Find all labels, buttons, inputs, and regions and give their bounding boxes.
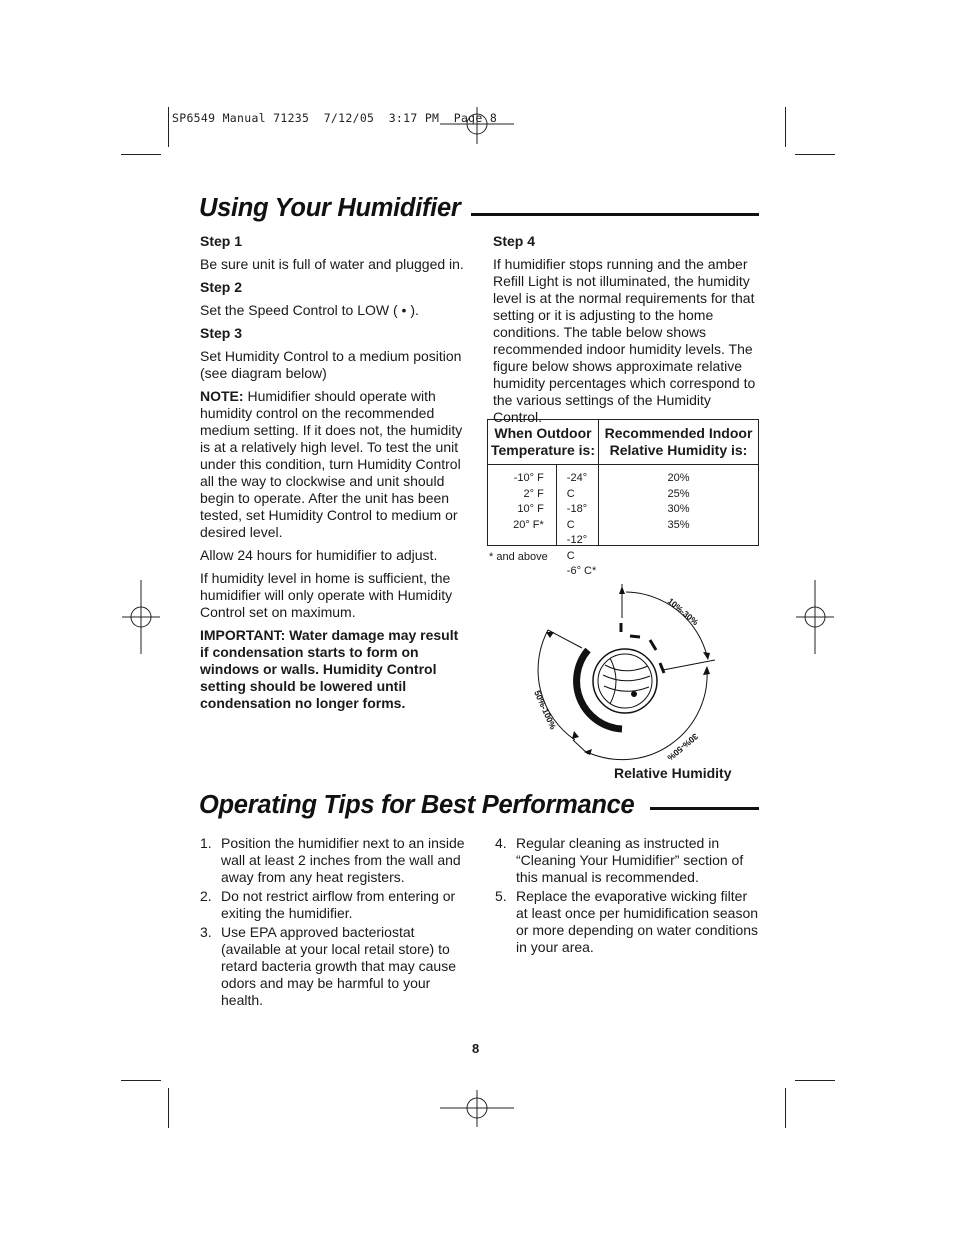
humidity-dial-diagram bbox=[510, 578, 760, 768]
tip-number: 5. bbox=[495, 888, 507, 904]
celsius-column bbox=[557, 465, 598, 577]
temp-c: -24° C bbox=[566, 472, 588, 500]
tip-text: Use EPA approved bacteriostat (available at your local retail store) to retard bacteria growth that may cause odors and may be harmful to your health. bbox=[221, 924, 457, 1008]
temp-f: 10° F bbox=[517, 503, 544, 515]
temp-c: -6° C* bbox=[566, 565, 597, 577]
tips-left-column bbox=[200, 835, 468, 1011]
right-column bbox=[493, 233, 759, 432]
tip-number: 4. bbox=[495, 835, 507, 851]
step2-text: Set the Speed Control to LOW ( • ). bbox=[200, 302, 419, 318]
humidity-value: 25% bbox=[667, 487, 690, 500]
sufficient-text: If humidity level in home is sufficient, the humidifier will only operate with Humidity Control set on maximum. bbox=[200, 570, 453, 620]
temp-f: 2° F bbox=[523, 487, 544, 500]
range-label-high: 50%-100% bbox=[532, 688, 559, 731]
step3-label: Step 3 bbox=[200, 325, 243, 341]
print-header: SP6549 Manual 71235 7/12/05 3:17 PM Page 8 bbox=[172, 111, 498, 125]
tip-text: Do not restrict airflow from entering or exiting the humidifier. bbox=[221, 888, 456, 921]
note-text: Humidifier should operate with humidity control on the recommended medium setting. If it does not, the humidity is at a relatively high level. To test the unit under this condition, turn Humidity Control all the way to clockwise and unit should begin to operate. After the unit has been tested, set Humidity Control to medium or desired level. bbox=[200, 388, 463, 540]
tip-number: 1. bbox=[200, 835, 212, 851]
dial-knob bbox=[593, 649, 657, 713]
range-label-low: 10%-30% bbox=[665, 595, 701, 628]
tip-item bbox=[495, 888, 759, 956]
step1-text: Be sure unit is full of water and plugged in. bbox=[200, 256, 464, 272]
title-rule bbox=[471, 213, 759, 216]
tip-text: Position the humidifier next to an inside wall at least 2 inches from the wall and away from any heat registers. bbox=[221, 835, 465, 885]
section-title-tips: Operating Tips for Best Performance bbox=[199, 791, 635, 819]
temp-c: -12° C bbox=[566, 534, 588, 562]
tip-item bbox=[200, 835, 468, 886]
tips-right-column bbox=[495, 835, 759, 958]
tip-number: 2. bbox=[200, 888, 212, 904]
tip-text: Regular cleaning as instructed in “Cleaning Your Humidifier” section of this manual is recommended. bbox=[516, 835, 744, 885]
dial-setting-ticks bbox=[621, 623, 664, 673]
step2-label: Step 2 bbox=[200, 279, 243, 295]
tip-item bbox=[200, 924, 468, 1009]
diagram-caption: Relative Humidity bbox=[614, 765, 732, 781]
left-column bbox=[200, 233, 468, 718]
table-footnote: * and above bbox=[489, 551, 548, 563]
temp-f: 20° F* bbox=[513, 518, 544, 531]
step4-text: If humidifier stops running and the amber Refill Light is not illuminated, the humidity level is at the normal requirements for that setting or it is adjusting to the home conditions. The table below shows recommended indoor humidity levels. The figure below shows approximate relative humidity percentages which correspond to the various settings of the Humidity Control. bbox=[493, 256, 756, 425]
tip-item bbox=[200, 888, 468, 922]
title-rule bbox=[650, 807, 759, 810]
note-paragraph bbox=[200, 388, 468, 541]
humidity-value: 30% bbox=[667, 503, 690, 515]
note-label: NOTE: bbox=[200, 388, 244, 404]
important-warning: IMPORTANT: Water damage may result if condensation starts to form on windows or walls. Humidity Control setting should be lowered until condensation no longer forms. bbox=[200, 627, 459, 711]
step1-label: Step 1 bbox=[200, 233, 243, 249]
section-title-using: Using Your Humidifier bbox=[199, 194, 461, 222]
step3-text: Set Humidity Control to a medium position (see diagram below) bbox=[200, 348, 462, 381]
humidity-value: 35% bbox=[667, 518, 690, 531]
temp-f: -10° F bbox=[513, 472, 544, 484]
step4-label: Step 4 bbox=[493, 233, 536, 249]
tip-number: 3. bbox=[200, 924, 212, 940]
tip-text: Replace the evaporative wicking filter at least once per humidification season or more depending on water conditions in your area. bbox=[516, 888, 759, 955]
fahrenheit-column bbox=[488, 465, 557, 545]
range-label-mid: 30%-50% bbox=[665, 731, 701, 763]
humidity-column bbox=[599, 465, 759, 546]
temp-c: -18° C bbox=[566, 503, 588, 531]
table-head-outdoor: When Outdoor Temperature is: bbox=[488, 420, 599, 465]
humidity-value: 20% bbox=[667, 472, 690, 484]
tip-item bbox=[495, 835, 759, 886]
page-number: 8 bbox=[472, 1041, 480, 1056]
allow-text: Allow 24 hours for humidifier to adjust. bbox=[200, 547, 438, 563]
table-head-indoor: Recommended Indoor Relative Humidity is: bbox=[599, 420, 759, 465]
